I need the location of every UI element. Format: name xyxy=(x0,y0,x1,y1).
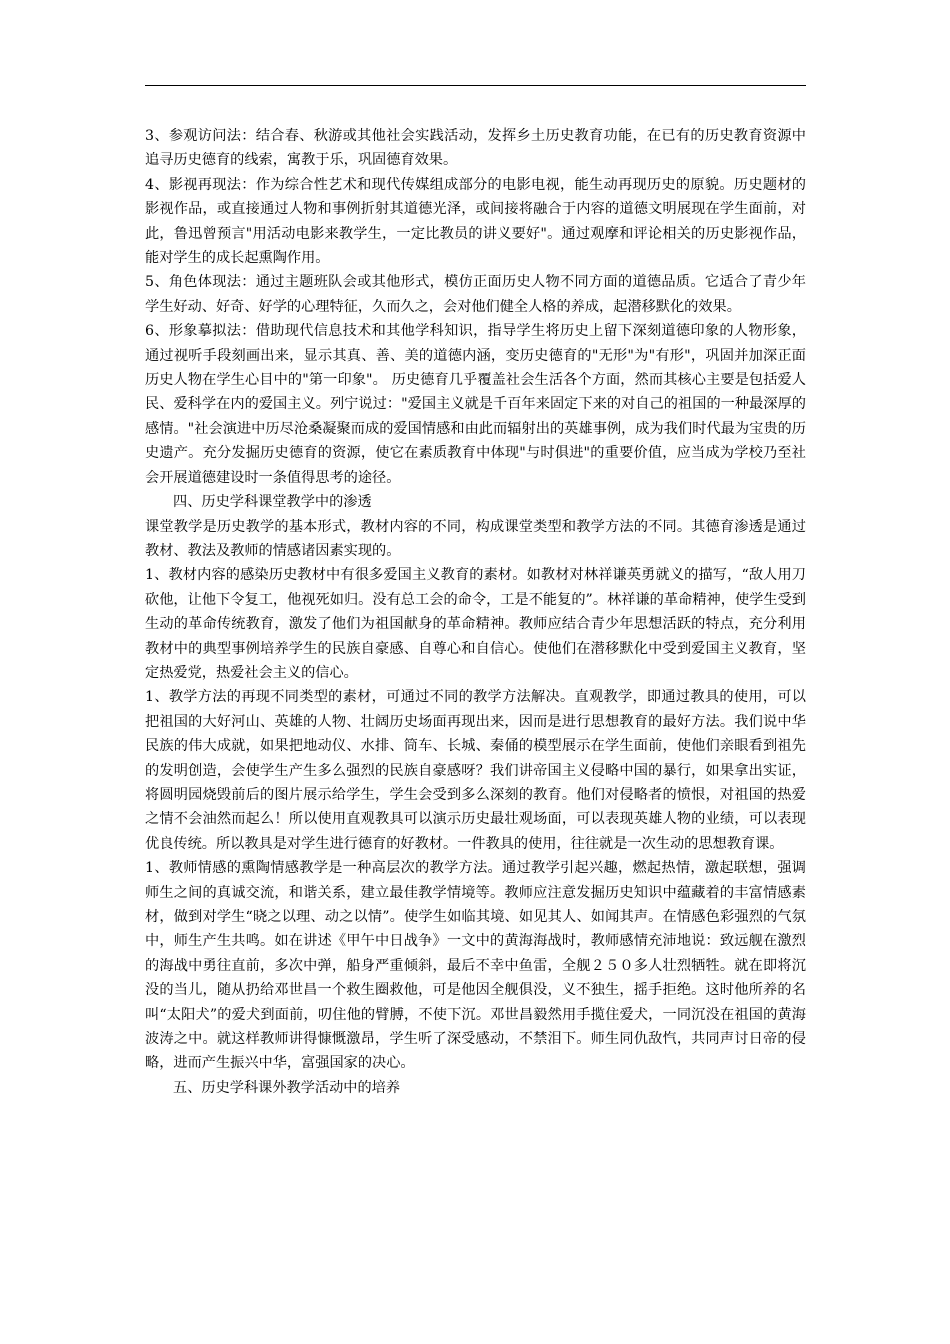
section-heading-5: 五、历史学科课外教学活动中的培养 xyxy=(173,1079,401,1096)
paragraph-teaching-method: 1、教学方法的再现不同类型的素材，可通过不同的教学方法解决。直观教学，即通过教具的使用，可以把祖国的大好河山、英雄的人物、壮阔历史场面再现出来，因而是进行思想教育的最好方法。我们说中华民族的伟大成就，如果把地动仪、水排、筒车、长城、秦俑的模型展示在学生面前，使他们亲眼看到祖先的发明创造，会使学生产生多么强烈的民族自豪感呀？我们讲帝国主义侵略中国的暴行，如果拿出实证，将圆明园烧毁前后的图片展示给学生，学生会受到多么深刻的教育。他们对侵略者的愤恨，对祖国的热爱之情不会油然而起么！所以使用直观教具可以演示历史最壮观场面，可以表现英雄人物的业绩，可以表现优良传统。所以教具是对学生进行德育的好教材。一件教具的使用，往往就是一次生动的思想教育课。 xyxy=(145,689,806,852)
paragraph-method-6: 6、形象摹拟法：借助现代信息技术和其他学科知识，指导学生将历史上留下深刻道德印象的人物形象，通过视听手段刻画出来，显示其真、善、美的道德内涵，变历史德育的"无形"为"有形"，巩固并加深正面历史人物在学生心目中的"第一印象"。 历史德育几乎覆盖社会生活各个方面，然而其核心主要是包括爱人民、爱科学在内的爱国主义。列宁说过："爱国主义就是千百年来固定下来的对自己的祖国的一种最深厚的感情。"社会演进中历尽沧桑凝聚而成的爱国情感和由此而辐射出的英雄事例，成为我们时代最为宝贵的历史遗产。充分发掘历史德育的资源，使它在素质教育中体现"与时俱进"的重要价值，应当成为学校乃至社会开展道德建设时一条值得思考的途径。 xyxy=(145,323,806,486)
paragraph-teacher-emotion: 1、教师情感的熏陶情感教学是一种高层次的教学方法。通过教学引起兴趣，燃起热情，激起联想，强调师生之间的真诚交流，和谐关系，建立最佳教学情境等。教师应注意发掘历史知识中蕴藏着的丰富情感素材，做到对学生“晓之以理、动之以情”。使学生如临其境、如见其人、如闻其声。在情感色彩强烈的气氛中，师生产生共鸣。如在讲述《甲午中日战争》一文中的黄海海战时，教师感情充沛地说：致远舰在激烈的海战中勇往直前，多次中弹，船身严重倾斜，最后不幸中鱼雷，全舰２５０多人壮烈牺牲。就在即将沉没的当儿，随从扔给邓世昌一个救生圈救他，可是他因全舰俱没，义不独生，摇手拒绝。这时他所养的名叫“太阳犬”的爱犬到面前，叨住他的臂膊，不使下沉。邓世昌毅然用手揽住爱犬，一同沉没在祖国的黄海波涛之中。就这样教师讲得慷慨激昂，学生听了深受感动，不禁泪下。师生同仇敌忾，共同声讨日帝的侵略，进而产生振兴中华，富强国家的决心。 xyxy=(145,860,806,1072)
section-heading-4: 四、历史学科课堂教学中的渗透 xyxy=(173,494,372,511)
document-body xyxy=(145,124,806,1100)
header-rule xyxy=(145,85,806,86)
paragraph-method-4: 4、影视再现法：作为综合性艺术和现代传媒组成部分的电影电视，能生动再现历史的原貌。历史题材的影视作品，或直接通过人物和事例折射其道德光泽，或间接将融合于内容的道德文明展现在学生面前，对此，鲁迅曾预言"用活动电影来教学生，一定比教员的讲义要好"。通过观摩和评论相关的历史影视作品，能对学生的成长起熏陶作用。 xyxy=(145,176,806,267)
paragraph-classroom-intro: 课堂教学是历史教学的基本形式，教材内容的不同，构成课堂类型和教学方法的不同。其德育渗透是通过教材、教法及教师的情感诸因素实现的。 xyxy=(145,518,806,559)
paragraph-method-3: 3、参观访问法：结合春、秋游或其他社会实践活动，发挥乡土历史教育功能，在已有的历史教育资源中追寻历史德育的线索，寓教于乐，巩固德育效果。 xyxy=(145,128,806,169)
paragraph-textbook-content: 1、教材内容的感染历史教材中有很多爱国主义教育的素材。如教材对林祥谦英勇就义的描写，“敌人用刀砍他，让他下令复工，他视死如归。没有总工会的命令，工是不能复的”。林祥谦的革命精神，使学生受到生动的革命传统教育，激发了他们为祖国献身的革命精神。教师应结合青少年思想活跃的特点，充分利用教材中的典型事例培养学生的民族自豪感、自尊心和自信心。使他们在潜移默化中受到爱国主义教育，坚定热爱党，热爱社会主义的信心。 xyxy=(145,567,806,681)
paragraph-method-5: 5、角色体现法：通过主题班队会或其他形式，模仿正面历史人物不同方面的道德品质。它适合了青少年学生好动、好奇、好学的心理特征，久而久之，会对他们健全人格的养成，起潜移默化的效果。 xyxy=(145,274,806,315)
